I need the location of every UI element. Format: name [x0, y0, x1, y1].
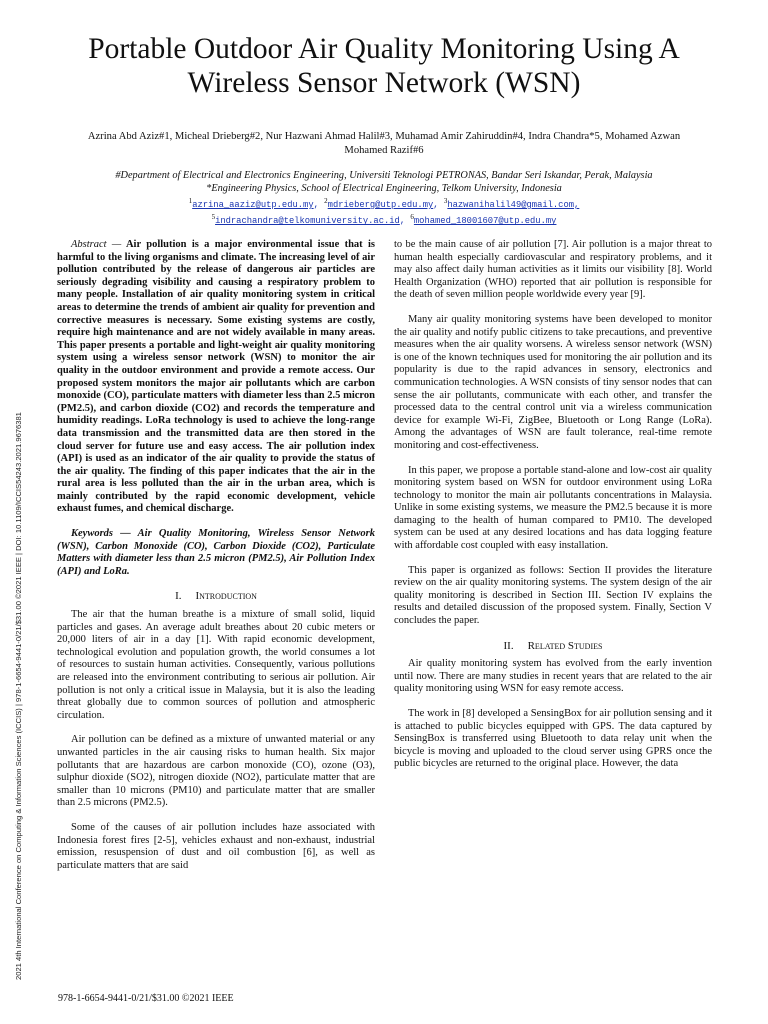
paragraph: The work in [8] developed a SensingBox for air pollution sensing and it is attached to public bicycles equipped with GPS. The data captured by SensingBox is transferred using Bluetooth to data relay unit when the bicycle is moving and uploaded to the cloud server using GPRS once the public bicycles are returned to the original place. However, the data	[394, 708, 712, 770]
paragraph: The air that the human breathe is a mixture of small solid, liquid particles and gases. An average adult breathes about 20 cubic meters or 20,000 liters of air in a day [1]. With rapid economic development, technological evolution and population growth, the world consumes a lot of resources to sustain human activities. Consequently, various pollutions are released into the environment contributing to serious air pollution. Air pollution is not only a critical issue in Malaysia, but it is also the leading threat globally due to common sources of pollution and atmospheric circulation.	[57, 609, 375, 721]
section-heading-introduction	[57, 590, 375, 603]
section-number: I.	[175, 590, 182, 603]
conference-sidebar: 2021 4th International Conference on Computing & Information Sciences (ICCIS) | 978-1-6654-9441-0/21/$31.00 ©2021 IEEE | DOI: 10.1109/ICCIS54243.2021.9676381	[14, 412, 23, 980]
paragraph: Some of the causes of air pollution includes haze associated with Indonesia forest fires [2-5], vehicles exhaust and non-exhaust, industrial emission, resuspension of dust and oil combustion [6], as well as particulate matters that are said	[57, 821, 375, 871]
affiliation-2: *Engineering Physics, School of Electrical Engineering, Telkom University, Indonesia	[206, 182, 562, 194]
paragraph: Many air quality monitoring systems have been developed to monitor the air quality and notify public citizens to take precautions, and preventive measures when the air quality worsens. A wireless sensor network (WSN) is one of the known techniques used for monitoring the air pollution and its popularity is due to the rapid advances in sensory, electronics and communication technologies. A WSN consists of tiny sensor nodes that can sense the air pollutants, communicate with each other, and transfer the processed data to the central control unit via a wireless communication device for example Wi-Fi, ZigBee, Bluetooth or Long Range (LoRa). Among the advantages of WSN are fault tolerance, real-time remote monitoring and cost-effectiveness.	[394, 313, 712, 451]
paper-title	[40, 32, 728, 100]
title-line-2: Wireless Sensor Network (WSN)	[187, 67, 581, 99]
affiliation-1: #Department of Electrical and Electronics Engineering, Universiti Teknologi PETRONAS, Bandar Seri Iskandar, Perak, Malaysia	[115, 170, 653, 181]
paragraph: This paper is organized as follows: Section II provides the literature review on the air quality monitoring systems. The system design of the air quality monitoring is described in Section III. Section IV explains the results and detailed discussion of the proposed system. Finally, Section V concludes the paper.	[394, 564, 712, 627]
authors-line-2: Mohamed Razif#6	[344, 145, 424, 156]
email-link-2[interactable]: mdrieberg@utp.edu.my	[327, 199, 434, 210]
paragraph: Air pollution can be defined as a mixture of unwanted material or any unwanted particles in the air causing risks to human health. Six major pollutants that are hazardous are carbon monoxide (CO), ozone (O3), sulphur dioxide (SO2), nitrogen dioxide (NO2), particulate matter that are smaller than 10 microns (PM10) and particulate matter that are smaller than 2.5 microns (PM2.5).	[57, 734, 375, 809]
keywords: Keywords — Air Quality Monitoring, Wireless Sensor Network (WSN), Carbon Monoxide (CO), Carbon Dioxide (CO2), Particulate Matters with diameter less than 2.5 micron (PM2.5), Air Pollution Index (API) and LoRa.	[57, 528, 375, 577]
paragraph: In this paper, we propose a portable stand-alone and low-cost air quality monitoring system based on WSN for outdoor environment using LoRa technology to monitor the main air pollutants concentrations in Malaysia. Unlike in some existing systems, we measure the PM2.5 because it is more damaging to the health of human compared to PM10. The developed system can be used at any desired locations and has data logging feature with affordable cost coupled with easy installation.	[394, 464, 712, 552]
paragraph: Air quality monitoring system has evolved from the early invention until now. There are many studies in recent years that are related to the air quality monitoring using WSN for easy remote access.	[394, 658, 712, 695]
title-line-1: Portable Outdoor Air Quality Monitoring Using A	[88, 33, 680, 65]
paragraph: to be the main cause of air pollution [7]. Air pollution is a major threat to human health especially cardiovascular and respiratory problems, and it may also affect daily human activities as it limits our visibility [8]. World Health Organization (WHO) reported that air pollution is responsible for the death of seven million people worldwide every year [9].	[394, 239, 712, 301]
section-title: Introduction	[195, 590, 257, 603]
email-link-6[interactable]: mohamed_18001607@utp.edu.my	[413, 216, 557, 227]
email-line-1: $^1$azrina_aaziz@utp.edu.my, $^2$mdrieberg@utp.edu.my, $^3$hazwanihalil49@gmail.com,	[188, 197, 580, 210]
section-number: II.	[503, 639, 514, 652]
authors-line-1: Azrina Abd Aziz#1, Micheal Drieberg#2, Nur Hazwani Ahmad Halil#3, Muhamad Amir Zahiruddin#4, Indra Chandra*5, Mohamed Azwan	[87, 131, 681, 142]
abstract	[57, 239, 375, 516]
right-column	[394, 239, 712, 783]
left-column	[57, 239, 375, 884]
copyright-footer: 978-1-6654-9441-0/21/$31.00 ©2021 IEEE	[58, 993, 234, 1004]
abstract-lead: Abstract —	[71, 239, 122, 250]
email-line-2: $^5$indrachandra@telkomuniversity.ac.id, $^6$mohamed_18001607@utp.edu.my	[211, 213, 557, 227]
section-title: Related Studies	[527, 639, 603, 652]
affiliations	[40, 170, 728, 228]
email-link-1[interactable]: azrina_aaziz@utp.edu.my	[192, 199, 314, 210]
section-heading-related-studies	[394, 640, 712, 653]
email-link-3[interactable]: hazwanihalil49@gmail.com,	[447, 199, 580, 210]
email-link-5[interactable]: indrachandra@telkomuniversity.ac.id	[215, 216, 400, 227]
abstract-body: Air pollution is a major environmental issue that is harmful to the living organisms and climate. The increasing level of air pollution contributed by the release of dangerous air particles are seriously degrading visibility and causing a respiratory problem to many people. Installation of air quality monitoring system in critical areas to determine the trends of ambient air quality for prevention and corrective measures is necessary. Some existing systems are costly, require high maintenance and are not widely available in many areas. This paper presents a portable and light-weight air quality monitoring system using a wireless sensor network (WSN) to monitor the air quality in the outdoor environment and provide a remote access. Our proposed system monitors the major air pollutants which are carbon monoxide (CO), particulate matters with diameter less than 2.5 micron (PM2.5), and carbon dioxide (CO2) and records the temperature and humidity readings. LoRa technology is used to achieve the long-range data transmission and the transmitted data are then stored in the cloud server for future use and easy access. The air pollution index (API) is used as an indicator of the air quality to provide the status of the air quality. The finding of this paper indicates that the air in the rural area is less polluted than the air in the urban area, which is mainly contributed by the rapid economic development, vehicle exhaust fumes, and chemical discharge.	[57, 239, 375, 515]
author-list	[50, 130, 718, 158]
